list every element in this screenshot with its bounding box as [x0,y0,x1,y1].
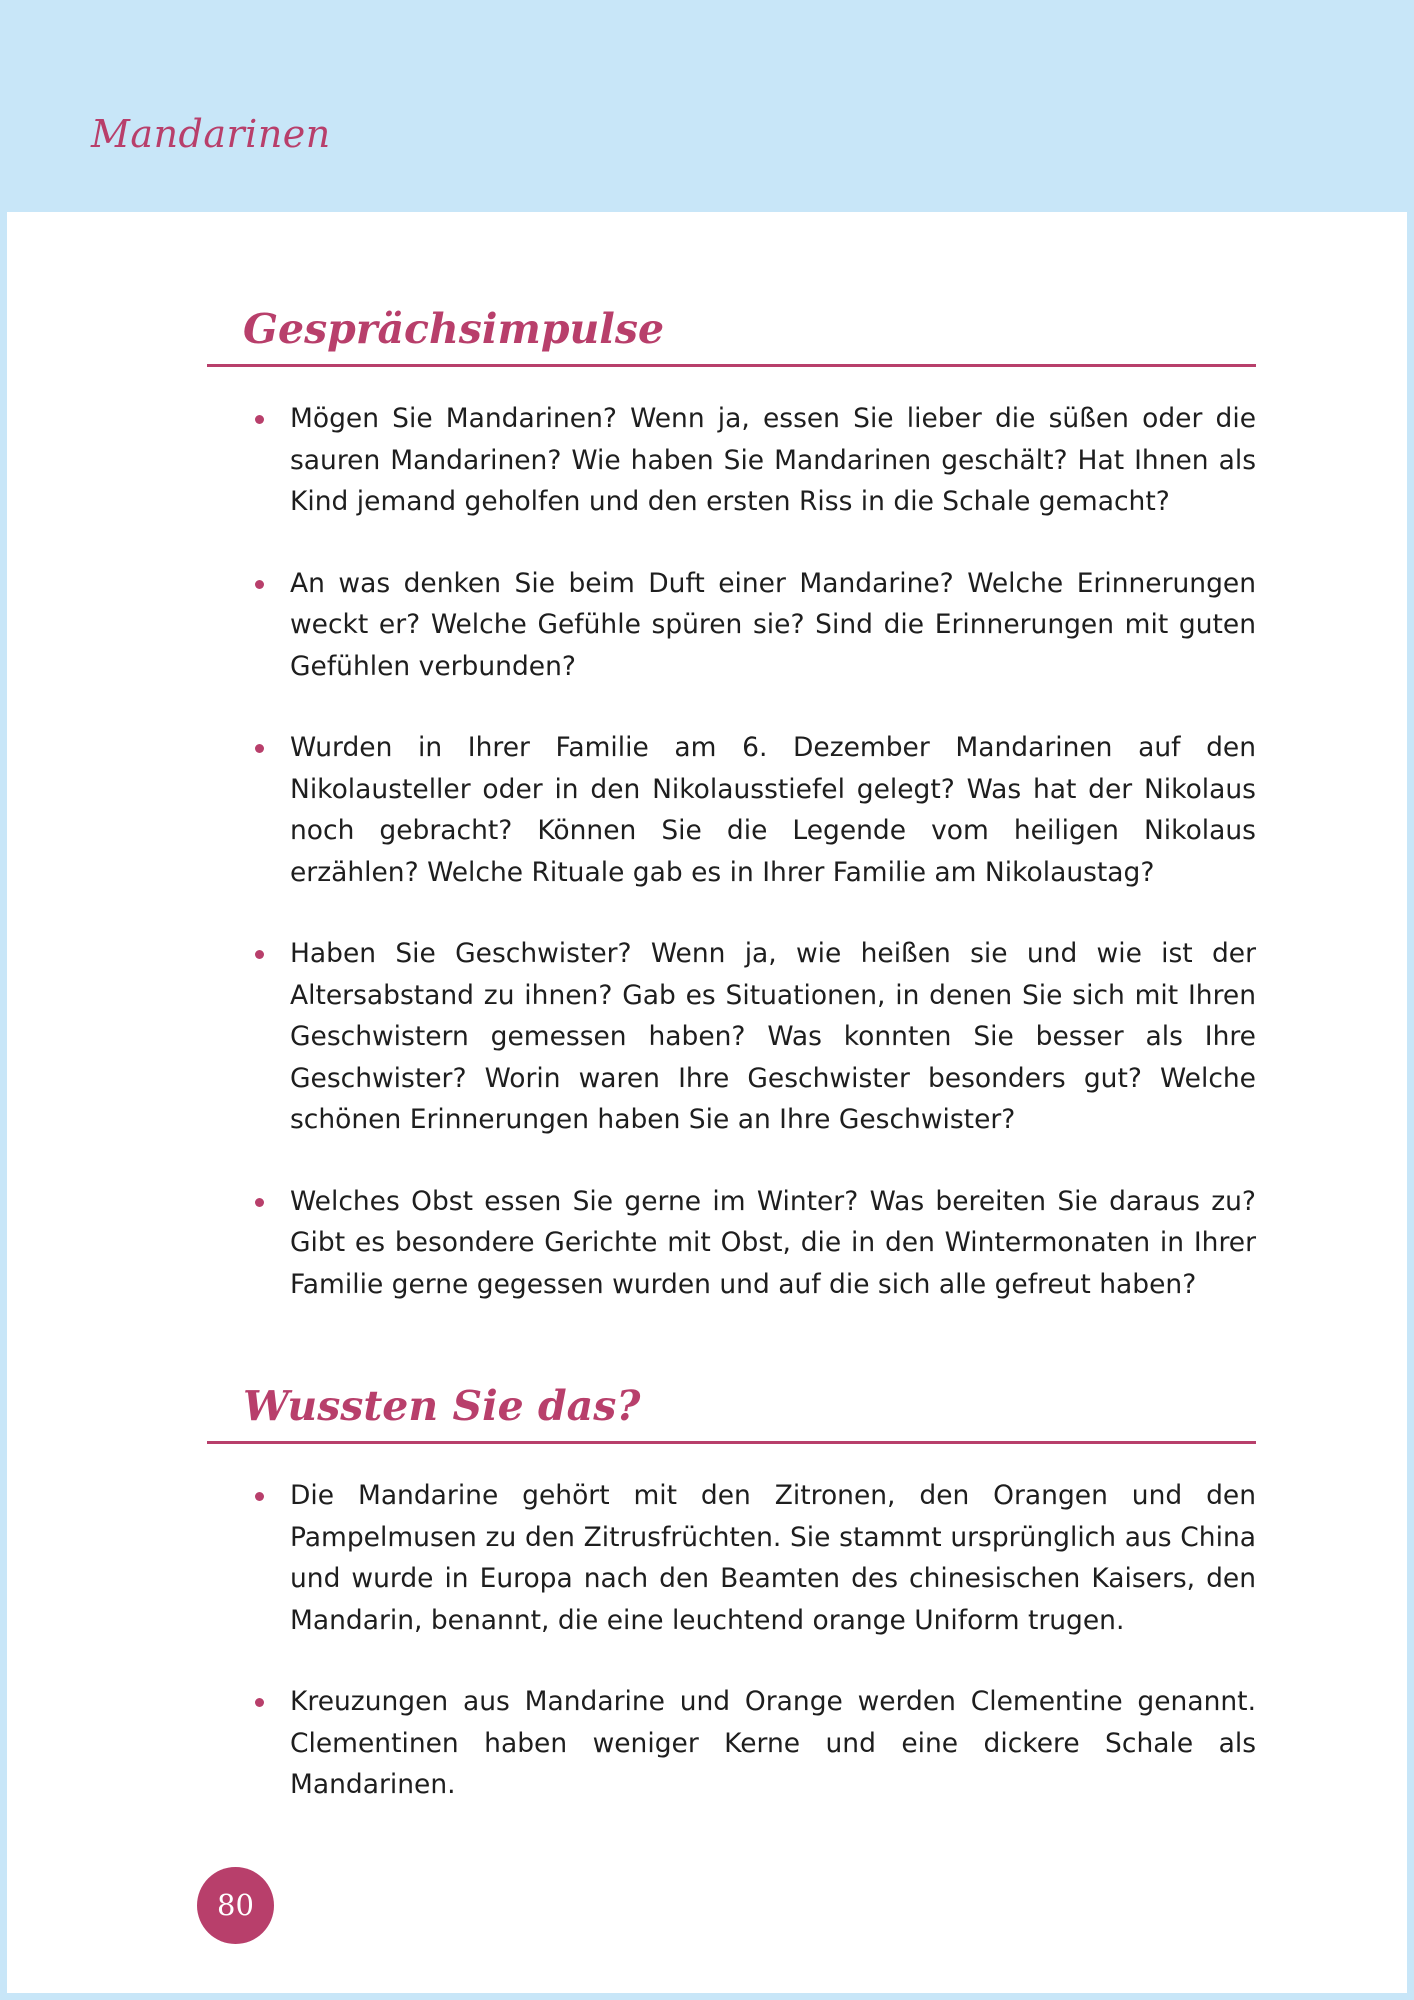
bullet-icon [255,415,264,424]
list-item-text: Welches Obst essen Sie gerne im Winter? Was bereiten Sie daraus zu? Gibt es besondere Gerichte mit Obst, die in den Wintermonaten in Ihrer Familie gerne gegessen wurden und auf die sich alle gefreut haben? [290,1185,1256,1300]
section-wussten-sie-das [207,1377,1256,1806]
list-item [207,1475,1256,1641]
bullet-list [207,398,1256,1305]
list-item-text: An was denken Sie beim Duft einer Mandarine? Welche Erinnerungen weckt er? Welche Gefühle spüren sie? Sind die Erinnerungen mit guten Gefühlen verbunden? [290,567,1256,682]
bullet-icon [255,744,264,753]
list-item [207,1181,1256,1306]
list-item-text: Mögen Sie Mandarinen? Wenn ja, essen Sie lieber die süßen oder die sauren Mandarinen? Wie haben Sie Mandarinen geschält? Hat Ihnen als Kind jemand geholfen und den ersten Riss in die Schale gemacht? [290,403,1256,517]
list-item [207,727,1256,893]
section-gespraechsimpulse [207,300,1256,1305]
list-item-text: Die Mandarine gehört mit den Zitronen, den Orangen und den Pampelmusen zu den Zitrusfrüchten. Sie stammt ursprünglich aus China und wurde in Europa nach den Beamten des chinesischen Kaisers, den Mandarin, benannt, die eine leuchtend orange Uniform trugen. [290,1480,1256,1636]
list-item-text: Kreuzungen aus Mandarine und Orange werden Clementine genannt. Clementinen haben weniger Kerne und eine dickere Schale als Mandarinen. [290,1686,1256,1800]
bullet-icon [255,950,264,959]
list-item-text: Haben Sie Geschwister? Wenn ja, wie heißen sie und wie ist der Altersabstand zu ihnen? Gab es Situationen, in denen Sie sich mit Ihren Geschwistern gemessen haben? Was konnten Sie besser als Ihre Geschwister? Worin waren Ihre Geschwister besonders gut? Welche schönen Erinnerungen haben Sie an Ihre Geschwister? [290,938,1256,1135]
header-band [0,0,1414,212]
list-item [207,563,1256,688]
bullet-icon [255,580,264,589]
section-heading: Wussten Sie das? [243,1382,641,1430]
bullet-list [207,1475,1256,1806]
list-item-text: Wurden in Ihrer Familie am 6. Dezember Mandarinen auf den Nikolausteller oder in den Nikolausstiefel gelegt? Was hat der Nikolaus noch gebracht? Können Sie die Legende vom heiligen Nikolaus erzählen? Welche Rituale gab es in Ihrer Familie am Nikolaustag? [290,732,1256,888]
running-title: Mandarinen [91,112,331,156]
bullet-icon [255,1198,264,1207]
section-heading: Gesprächsimpulse [243,305,665,353]
list-item [207,933,1256,1141]
heading-divider [207,1441,1256,1444]
page-number-badge: 80 [197,1867,274,1944]
list-item [207,398,1256,523]
bullet-icon [255,1492,264,1501]
bullet-icon [255,1698,264,1707]
heading-divider [207,364,1256,367]
list-item [207,1681,1256,1806]
